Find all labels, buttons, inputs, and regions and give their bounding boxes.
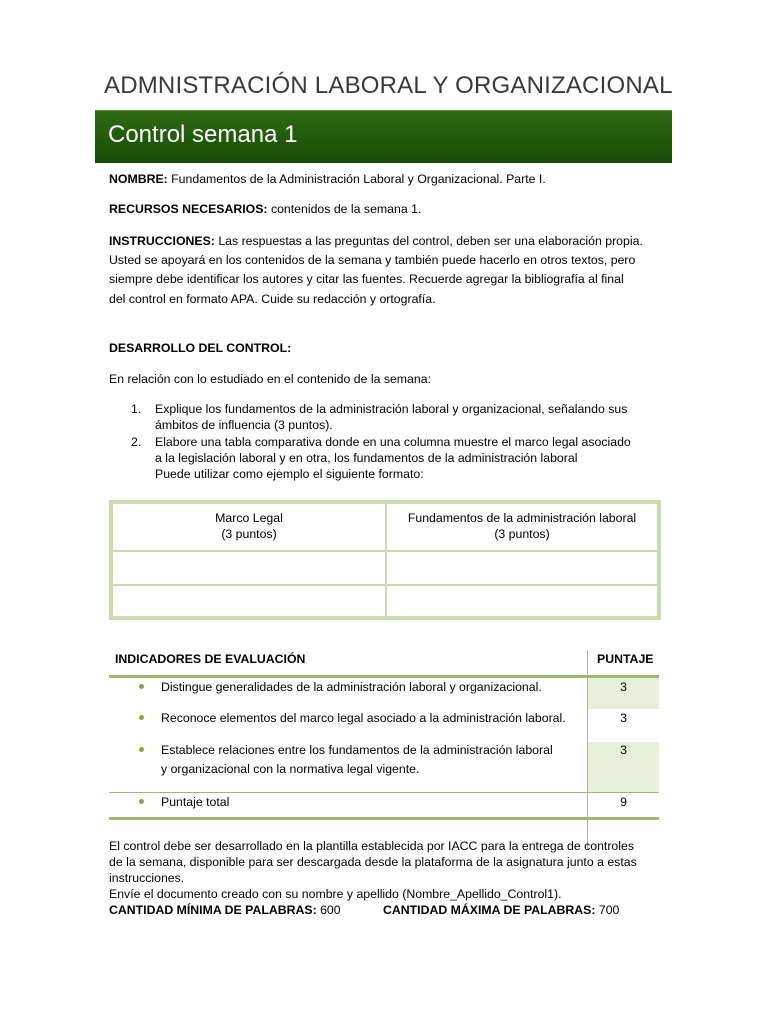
indicator-text: Distingue generalidades de la administración laboral y organizacional. — [161, 680, 542, 694]
nombre-value: Fundamentos de la Administración Laboral y Organizacional. Parte I. — [171, 172, 546, 186]
evaluation-header — [109, 650, 659, 676]
table-header-marco-legal — [111, 502, 387, 552]
max-words-label: CANTIDAD MÁXIMA DE PALABRAS: — [383, 903, 596, 917]
footer-line: El control debe ser desarrollado en la plantilla establecida por IACC para la entrega de controles — [109, 839, 634, 853]
table-header-fundamentos — [385, 502, 659, 552]
column-points: (3 puntos) — [221, 527, 277, 541]
nombre-line — [109, 170, 659, 189]
min-words-label: CANTIDAD MÍNIMA DE PALABRAS: — [109, 903, 317, 917]
question-line: a la legislación laboral y en otra, los fundamentos de la administración laboral — [155, 451, 578, 465]
instrucciones-label: INSTRUCCIONES: — [109, 234, 215, 248]
word-count-line — [109, 903, 620, 917]
table-cell — [111, 550, 387, 586]
instrucciones-line: del control en formato APA. Cuide su redacción y ortografía. — [109, 291, 436, 306]
column-title: Fundamentos de la administración laboral — [407, 511, 637, 525]
bullet-icon — [139, 715, 144, 720]
banner-title: Control semana 1 — [108, 121, 298, 148]
document-title: ADMNISTRACIÓN LABORAL Y ORGANIZACIONAL — [104, 72, 673, 99]
table-cell — [385, 550, 659, 586]
bullet-icon — [139, 799, 144, 804]
indicator-text: y organizacional con la normativa legal vigente. — [161, 762, 420, 776]
desarrollo-intro: En relación con lo estudiado en el contenido de la semana: — [109, 372, 431, 386]
question-line: Puede utilizar como ejemplo el siguiente formato: — [155, 467, 424, 481]
question-line: Explique los fundamentos de la administración laboral y organizacional, señalando sus — [155, 402, 628, 416]
instrucciones-paragraph — [109, 232, 658, 309]
footer-paragraph — [109, 838, 659, 902]
comparison-table — [109, 500, 661, 620]
indicator-score: 3 — [620, 743, 627, 757]
min-words-value: 600 — [316, 903, 341, 917]
desarrollo-heading: DESARROLLO DEL CONTROL: — [109, 341, 292, 355]
question-line: Elabore una tabla comparativa donde en una columna muestre el marco legal asociado — [155, 435, 631, 449]
column-divider — [587, 650, 588, 677]
min-words — [109, 903, 341, 917]
footer-line: instrucciones. — [109, 871, 185, 885]
column-divider — [587, 678, 588, 849]
indicator-score: 3 — [620, 680, 627, 694]
question-item — [109, 401, 669, 433]
question-number: 1. — [131, 402, 142, 416]
indicator-score: 3 — [620, 711, 627, 725]
question-line: ámbitos de influencia (3 puntos). — [155, 418, 333, 432]
recursos-label: RECURSOS NECESARIOS: — [109, 202, 268, 216]
question-list — [109, 401, 669, 482]
instrucciones-line: Usted se apoyará en los contenidos de la semana y también puede hacerlo en otros textos, pero — [109, 253, 636, 268]
max-words-value: 700 — [595, 903, 620, 917]
control-banner — [95, 110, 672, 163]
max-words — [383, 903, 619, 917]
indicator-text: Establece relaciones entre los fundamentos de la administración laboral — [161, 743, 553, 757]
indicator-text: Reconoce elementos del marco legal asociado a la administración laboral. — [161, 711, 566, 725]
footer-line: Envíe el documento creado con su nombre y apellido (Nombre_Apellido_Control1). — [109, 887, 562, 901]
instrucciones-line: siempre debe identificar los autores y citar las fuentes. Recuerde agregar la bibliografía al final — [109, 272, 624, 287]
footer-line: de la semana, disponible para ser descargada desde la plataforma de la asignatura junto a estas — [109, 855, 637, 869]
instrucciones-line: Las respuestas a las preguntas del control, deben ser una elaboración propia. — [214, 234, 643, 248]
question-number: 2. — [131, 435, 142, 449]
total-score: 9 — [620, 795, 627, 809]
question-item — [109, 434, 669, 482]
table-cell — [111, 584, 387, 618]
nombre-label: NOMBRE: — [109, 172, 168, 186]
bullet-icon — [139, 684, 144, 689]
bottom-rule — [109, 817, 659, 820]
score-header: PUNTAJE — [597, 652, 654, 666]
column-points: (3 puntos) — [494, 527, 550, 541]
column-title: Marco Legal — [215, 511, 283, 525]
indicators-header: INDICADORES DE EVALUACIÓN — [115, 652, 306, 666]
recursos-value: contenidos de la semana 1. — [270, 202, 422, 216]
bullet-icon — [139, 747, 144, 752]
table-cell — [385, 584, 659, 618]
total-label: Puntaje total — [161, 795, 230, 809]
recursos-line — [109, 200, 659, 219]
